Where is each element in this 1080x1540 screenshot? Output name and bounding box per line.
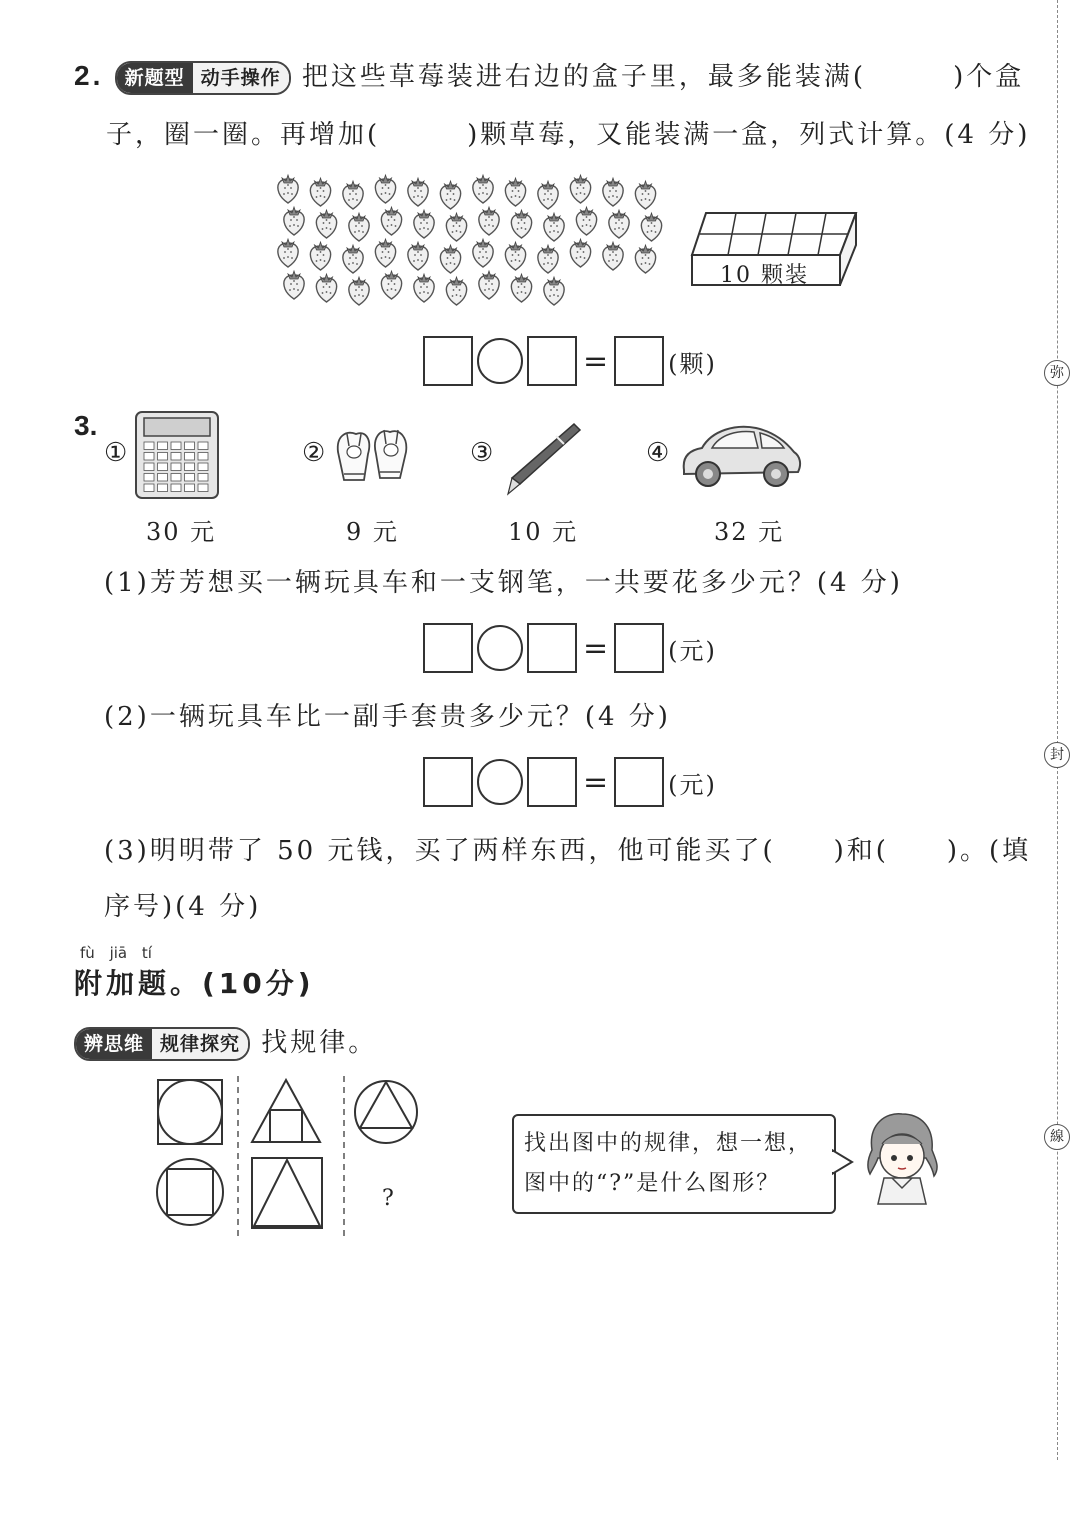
- calculator-key: [158, 463, 168, 471]
- equals-sign: =: [583, 764, 609, 800]
- q2-tag-light: 动手操作: [193, 63, 289, 93]
- bubble-tail: [832, 1148, 856, 1178]
- item-number: ①: [104, 438, 128, 468]
- bonus-tag: [74, 1027, 250, 1061]
- q2-text-line1: 把这些草莓装进右边的盒子里，最多能装满( )个盒: [301, 62, 1025, 92]
- operator-circle[interactable]: [477, 759, 523, 805]
- answer-box[interactable]: [423, 336, 473, 386]
- q2-tag-dark: 新题型: [117, 63, 193, 93]
- bonus-tag-light: 规律探究: [152, 1029, 248, 1059]
- strawberry-icon[interactable]: [544, 213, 564, 241]
- strawberry-icon[interactable]: [349, 277, 369, 305]
- triangle-shape: [254, 1160, 320, 1226]
- toy-car-icon: [678, 420, 804, 494]
- strawberry-icon[interactable]: [414, 210, 434, 238]
- item-price: 30 元: [146, 518, 217, 546]
- strawberry-icon[interactable]: [538, 181, 558, 209]
- item-price: 10 元: [508, 518, 579, 546]
- strawberry-icon[interactable]: [538, 245, 558, 273]
- calculator-key: [144, 453, 154, 461]
- equals-sign: =: [583, 630, 609, 666]
- strawberry-icon[interactable]: [349, 213, 369, 241]
- strawberry-icon[interactable]: [576, 207, 596, 235]
- answer-box[interactable]: [423, 623, 473, 673]
- answer-box[interactable]: [527, 336, 577, 386]
- girl-cartoon-icon: [862, 1110, 942, 1206]
- calculator-key: [158, 442, 168, 450]
- calculator-key: [198, 442, 208, 450]
- bonus-pinyin: [80, 944, 152, 962]
- circle-shape: [158, 1080, 222, 1144]
- pattern-figures: [150, 1072, 440, 1238]
- strawberry-icon[interactable]: [473, 175, 493, 203]
- strawberry-icon[interactable]: [479, 271, 499, 299]
- strawberry-icon[interactable]: [343, 245, 363, 273]
- answer-box[interactable]: [614, 623, 664, 673]
- bonus-instruction-row: [74, 1022, 377, 1061]
- calculator-key: [171, 463, 181, 471]
- strawberry-icon[interactable]: [316, 274, 336, 302]
- calculator-key: [144, 484, 154, 492]
- strawberry-icon[interactable]: [609, 210, 629, 238]
- calculator-key: [185, 463, 195, 471]
- item-number: ④: [646, 438, 670, 468]
- calculator-key: [158, 484, 168, 492]
- calculator-icon: [134, 410, 220, 500]
- strawberry-icon[interactable]: [505, 242, 525, 270]
- triangle-shape: [360, 1082, 412, 1128]
- bonus-tag-dark: 辨思维: [76, 1029, 152, 1059]
- calculator-key: [198, 463, 208, 471]
- operator-circle[interactable]: [477, 625, 523, 671]
- calculator-key: [198, 474, 208, 482]
- item-price: 32 元: [714, 518, 785, 546]
- operator-circle[interactable]: [477, 338, 523, 384]
- equals-sign: =: [583, 343, 609, 379]
- seal-char: 封: [1044, 742, 1070, 768]
- calculator-key: [171, 453, 181, 461]
- strawberry-icon[interactable]: [284, 271, 304, 299]
- calculator-key: [185, 474, 195, 482]
- strawberry-icon[interactable]: [343, 181, 363, 209]
- q3-sub2: (2)一辆玩具车比一副手套贵多少元？(4 分): [104, 702, 671, 732]
- q3-sub3-line2: 序号)(4 分): [104, 892, 262, 922]
- answer-box[interactable]: [527, 623, 577, 673]
- strawberry-group: [270, 168, 670, 310]
- strawberry-icon[interactable]: [381, 271, 401, 299]
- strawberry-icon[interactable]: [544, 277, 564, 305]
- strawberry-icon[interactable]: [511, 274, 531, 302]
- pen-icon: [500, 418, 584, 498]
- strawberry-icon[interactable]: [641, 213, 661, 241]
- calculator-key: [185, 442, 195, 450]
- bubble-line2: 图中的“?”是什么图形？: [524, 1171, 781, 1196]
- q3-sub3-line1: (3)明明带了 50 元钱，买了两样东西，他可能买了( )和( )。(填: [104, 836, 1032, 866]
- bonus-instruction: 找规律。: [261, 1028, 378, 1058]
- strawberry-icon[interactable]: [635, 181, 655, 209]
- strawberry-icon[interactable]: [278, 239, 298, 267]
- calculator-key: [144, 442, 154, 450]
- strawberry-icon[interactable]: [635, 245, 655, 273]
- strawberry-icon[interactable]: [414, 274, 434, 302]
- circle-shape: [355, 1081, 417, 1143]
- strawberry-icon[interactable]: [284, 207, 304, 235]
- gloves-icon: [332, 422, 412, 488]
- calculator-key: [198, 484, 208, 492]
- unit-label: (元): [668, 770, 717, 799]
- calculator-key: [198, 453, 208, 461]
- strawberry-icon[interactable]: [570, 239, 590, 267]
- calculator-key: [158, 453, 168, 461]
- strawberry-icon[interactable]: [603, 242, 623, 270]
- answer-box[interactable]: [614, 757, 664, 807]
- strawberry-icon[interactable]: [375, 239, 395, 267]
- box-label: 10 颗装: [720, 263, 809, 288]
- strawberry-icon[interactable]: [570, 175, 590, 203]
- answer-box[interactable]: [614, 336, 664, 386]
- pinyin-syllable: jiā: [109, 944, 128, 962]
- strawberry-icon[interactable]: [408, 178, 428, 206]
- q2-number: 2.: [74, 60, 104, 91]
- calculator-key: [158, 474, 168, 482]
- strawberry-icon[interactable]: [278, 175, 298, 203]
- q2-text-line2: 子，圈一圈。再增加( )颗草莓，又能装满一盒，列式计算。(4 分): [106, 120, 1031, 150]
- strawberry-icon[interactable]: [511, 210, 531, 238]
- bonus-title: 附加题。(10分): [74, 967, 315, 1000]
- square-shape: [252, 1158, 322, 1228]
- answer-box[interactable]: [423, 757, 473, 807]
- q3-sub1-equation: [423, 623, 717, 673]
- square-shape: [167, 1169, 213, 1215]
- calculator-key: [185, 453, 195, 461]
- seal-char: 弥: [1044, 360, 1070, 386]
- strawberry-icon[interactable]: [408, 242, 428, 270]
- pinyin-syllable: fù: [80, 944, 95, 962]
- q3-sub1: (1)芳芳想买一辆玩具车和一支钢笔，一共要花多少元？(4 分): [104, 568, 903, 598]
- calculator-key: [171, 442, 181, 450]
- item-number: ③: [470, 438, 494, 468]
- calculator-key: [144, 463, 154, 471]
- square-shape: [270, 1110, 302, 1142]
- strawberry-icon[interactable]: [446, 213, 466, 241]
- calculator-key: [171, 484, 181, 492]
- answer-box[interactable]: [527, 757, 577, 807]
- item-number: ②: [302, 438, 326, 468]
- strawberry-icon[interactable]: [316, 210, 336, 238]
- question-mark: ?: [382, 1186, 394, 1211]
- strawberry-icon[interactable]: [310, 242, 330, 270]
- bubble-line1: 找出图中的规律，想一想，: [524, 1131, 813, 1156]
- strawberry-icon[interactable]: [375, 175, 395, 203]
- calculator-key: [171, 474, 181, 482]
- calculator-key: [144, 474, 154, 482]
- calculator-key: [185, 484, 195, 492]
- strawberry-icon[interactable]: [381, 207, 401, 235]
- unit-label: (元): [668, 636, 717, 665]
- strawberry-icon[interactable]: [446, 277, 466, 305]
- unit-label: (颗): [668, 349, 717, 378]
- q2-equation: [423, 336, 717, 386]
- strawberry-icon[interactable]: [473, 239, 493, 267]
- strawberry-icon[interactable]: [479, 207, 499, 235]
- strawberry-icon[interactable]: [505, 178, 525, 206]
- seal-line: [1057, 0, 1058, 1460]
- strawberry-icon[interactable]: [603, 178, 623, 206]
- q3-number: 3.: [74, 410, 98, 441]
- strawberry-icon[interactable]: [440, 181, 460, 209]
- q2-tag: [115, 61, 291, 95]
- strawberry-icon[interactable]: [440, 245, 460, 273]
- hint-bubble: [512, 1114, 836, 1214]
- strawberry-icon[interactable]: [310, 178, 330, 206]
- q3-sub2-equation: [423, 757, 717, 807]
- seal-char: 線: [1044, 1124, 1070, 1150]
- q2-line1: [74, 56, 1024, 95]
- item-price: 9 元: [346, 518, 399, 546]
- pinyin-syllable: tí: [141, 944, 152, 962]
